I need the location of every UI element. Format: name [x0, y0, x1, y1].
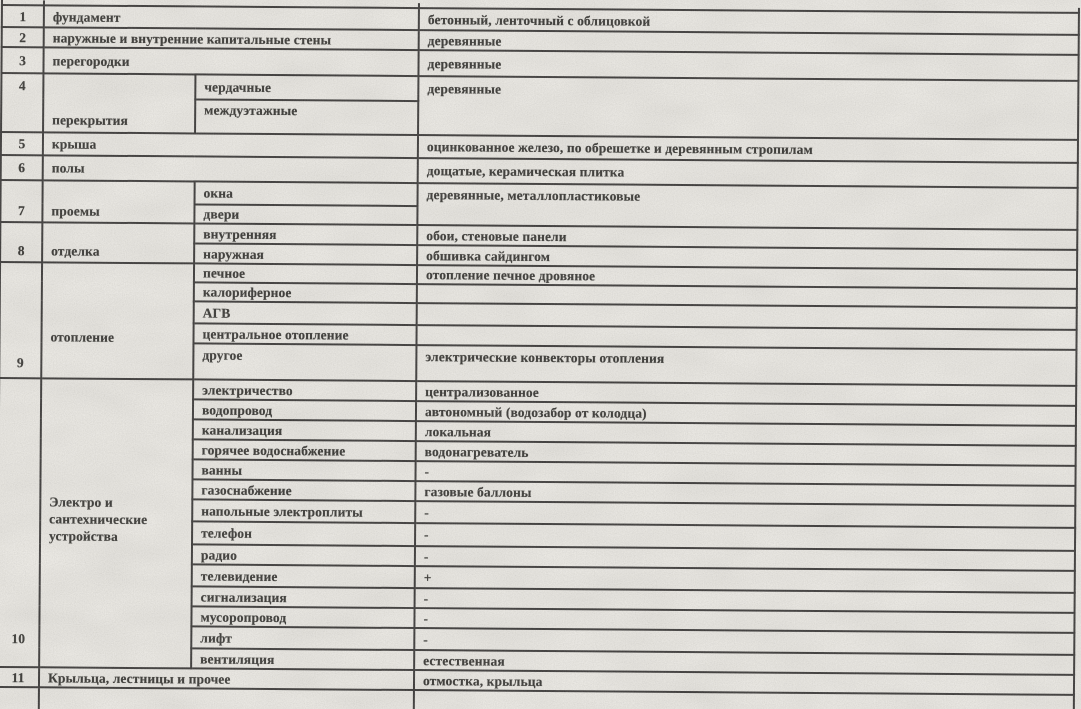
value-cell: автономный (водозабор от колодца) [416, 401, 1076, 426]
row-number-cell [0, 687, 39, 709]
value-cell: бетонный, ленточный с облицовкой [419, 8, 1079, 35]
element-label-cell: фундамент [44, 5, 419, 30]
value-cell: - [414, 628, 1074, 655]
value-cell: - [415, 546, 1075, 571]
sub-item-label-cell: наружная [194, 243, 417, 265]
sub-item-label-cell: газоснабжение [192, 479, 415, 501]
value-cell: - [415, 461, 1075, 486]
value-cell: деревянные [418, 76, 1078, 140]
value-cell: - [415, 501, 1075, 528]
row-number-cell: 5 [1, 132, 43, 155]
sub-item-label-cell: двери [194, 204, 417, 225]
sub-item-label-cell: сигнализация [192, 586, 415, 608]
sub-item-label-cell: напольные электроплиты [192, 499, 415, 523]
element-label-cell [39, 687, 414, 709]
sub-item-label-cell: лифт [191, 626, 414, 650]
sub-item-label-cell: электричество [193, 379, 416, 401]
element-label-cell: полы [43, 155, 418, 183]
sub-item-label-cell: мусоропровод [191, 606, 414, 628]
value-cell: деревянные [418, 50, 1078, 81]
sub-item-label-cell: внутренняя [194, 223, 417, 245]
row-number-cell: 1 [2, 5, 44, 27]
value-cell: + [415, 566, 1075, 593]
value-cell: - [415, 523, 1075, 551]
value-cell: обои, стеновые панели [417, 225, 1077, 250]
row-number-cell: 11 [0, 667, 39, 687]
group-label-cell: отделка [42, 222, 194, 263]
value-cell: обшивка сайдингом [417, 245, 1077, 270]
sub-item-label-cell: междуэтажные [195, 99, 418, 135]
value-cell: централизованное [416, 381, 1076, 406]
sub-item-label-cell: телевидение [192, 564, 415, 588]
sub-item-label-cell: другое [193, 343, 416, 381]
row-number-cell: 9 [0, 262, 42, 378]
sub-item-label-cell: АГВ [194, 301, 417, 325]
row-number-cell: 2 [2, 27, 44, 47]
row-number-cell: 3 [1, 47, 43, 73]
value-cell: локальная [416, 421, 1076, 446]
element-label-cell: крыша [43, 132, 418, 158]
value-cell: деревянные, металлопластиковые [417, 183, 1077, 230]
value-cell: естественная [414, 650, 1074, 675]
sub-item-label-cell: калориферное [194, 282, 417, 303]
row-number-cell: 4 [1, 73, 43, 132]
element-label-cell: Крыльца, лестницы и прочее [39, 667, 414, 690]
row-number-cell: 6 [1, 155, 43, 180]
row-number-cell: 7 [0, 180, 42, 222]
value-cell: газовые баллоны [415, 481, 1075, 506]
sub-item-label-cell: печное [194, 263, 417, 284]
sub-item-label-cell: ванны [192, 459, 415, 481]
row-number-cell: 8 [0, 222, 42, 262]
sub-item-label-cell: центральное отопление [193, 323, 416, 345]
sub-item-label-cell: телефон [192, 521, 415, 546]
sub-item-label-cell: вентиляция [191, 648, 414, 670]
sub-item-label-cell: окна [195, 181, 418, 206]
value-cell: водонагреватель [416, 441, 1076, 466]
value-cell: электрические конвекторы отопления [416, 345, 1076, 386]
group-label-cell: Электро и сантехнические устройства [39, 378, 193, 668]
value-cell: отопление печное дровяное [417, 265, 1077, 289]
row-number-cell: 10 [0, 378, 41, 667]
value-cell: оцинкованное железо, по обрешетке и деревянным стропилам [418, 135, 1078, 163]
sub-item-label-cell: водопровод [193, 399, 416, 421]
value-cell: отмостка, крыльца [414, 670, 1074, 695]
value-cell: дощатые, керамическая плитка [418, 158, 1078, 188]
value-cell: - [415, 588, 1075, 613]
sub-item-label-cell: канализация [193, 419, 416, 441]
sub-item-label-cell: горячее водоснабжение [193, 439, 416, 461]
value-cell: - [414, 608, 1074, 633]
sub-item-label-cell: чердачные [195, 74, 418, 101]
sub-item-label-cell: радио [192, 544, 415, 566]
value-cell: деревянные [419, 30, 1079, 55]
group-label-cell: перекрытия [43, 73, 195, 133]
element-label-cell: наружные и внутренние капитальные стены [44, 27, 419, 50]
group-label-cell: отопление [41, 262, 194, 379]
group-label-cell: проемы [42, 180, 194, 223]
element-label-cell: перегородки [43, 47, 418, 76]
